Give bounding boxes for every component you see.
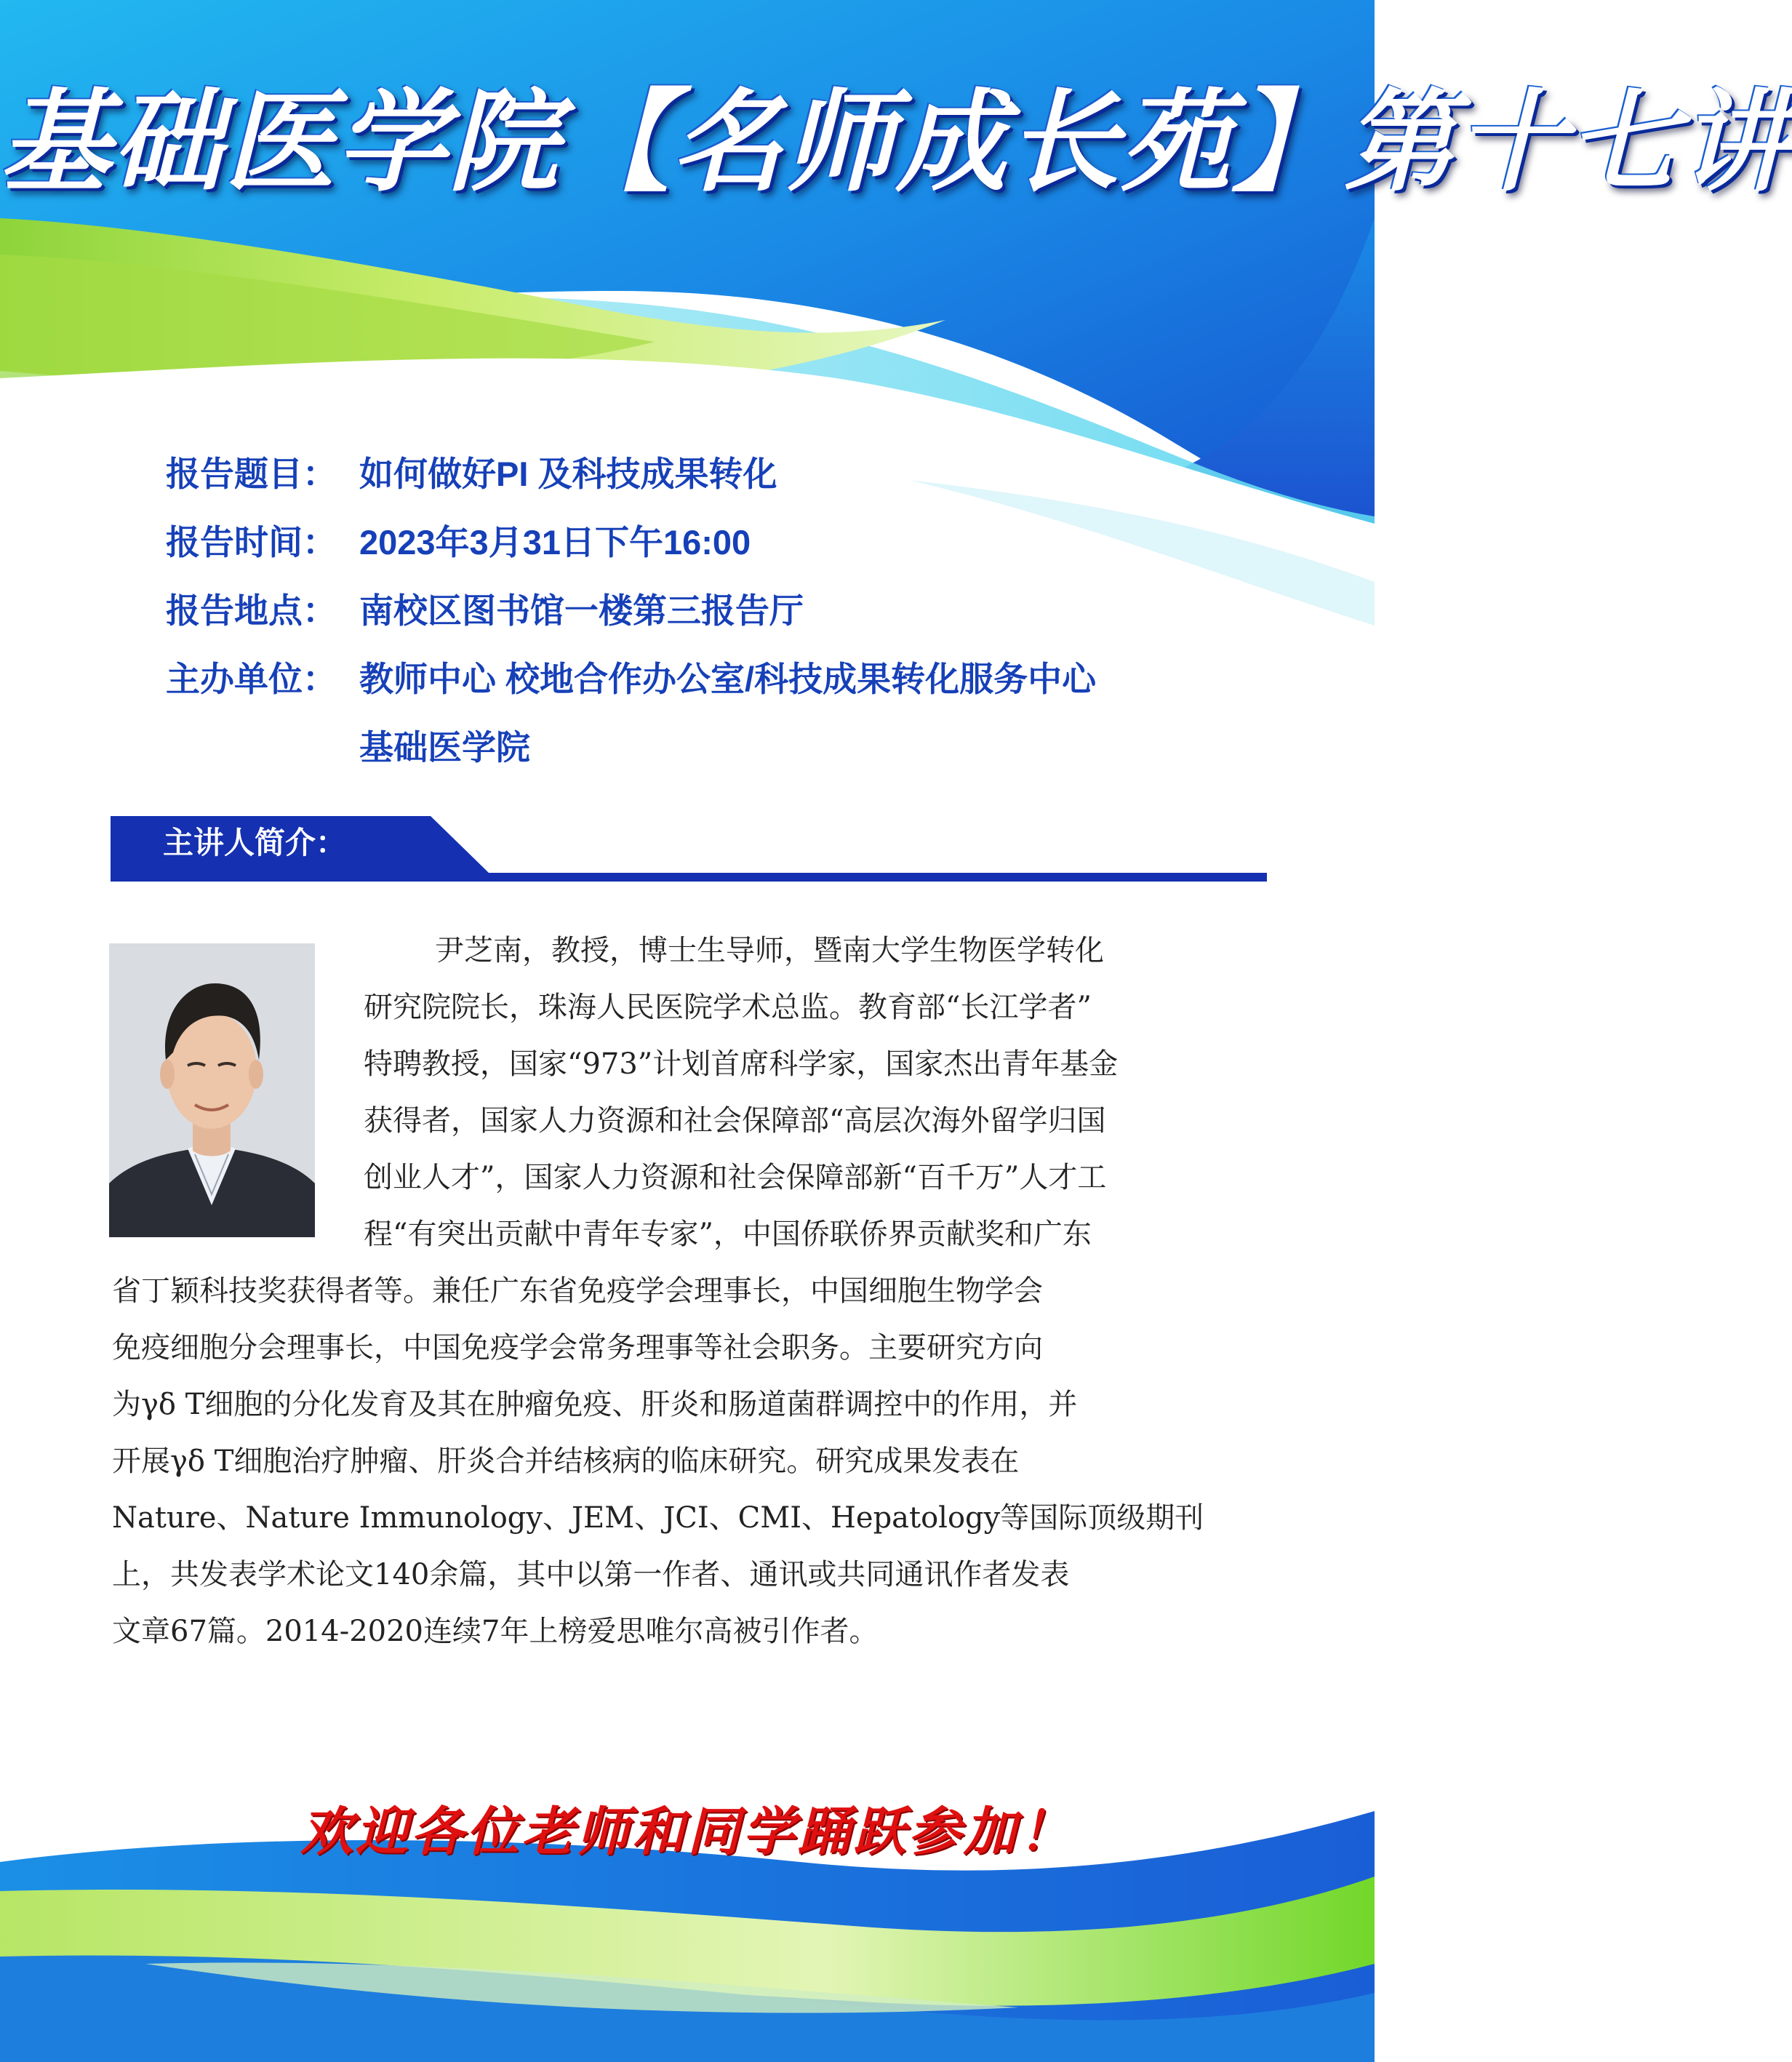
info-value: 教师中心 校地合作办公室/科技成果转化服务中心 — [359, 660, 1097, 698]
info-value: 2023年3月31日下午16:00 — [359, 523, 751, 562]
bio-line: 开展γδ T细胞治疗肿瘤、肝炎合并结核病的临床研究。研究成果发表在 — [112, 1444, 1020, 1478]
bio-line: 省丁颖科技奖获得者等。兼任广东省免疫学会理事长，中国细胞生物学会 — [112, 1274, 1043, 1308]
bio-line: 为γδ T细胞的分化发育及其在肿瘤免疫、肝炎和肠道菌群调控中的作用，并 — [112, 1388, 1078, 1421]
bio-line: 尹芝南，教授，博士生导师，暨南大学生物医学转化 — [435, 934, 1104, 967]
info-value: 南校区图书馆一楼第三报告厅 — [359, 591, 804, 630]
bio-line: 上，共发表学术论文140余篇，其中以第一作者、通讯或共同通讯作者发表 — [112, 1558, 1070, 1591]
bio-line: 创业人才”，国家人力资源和社会保障部新“百千万”人才工 — [364, 1161, 1107, 1194]
bio-line: 免疫细胞分会理事长，中国免疫学会常务理事等社会职务。主要研究方向 — [112, 1331, 1043, 1364]
bio-line: 程“有突出贡献中青年专家”，中国侨联侨界贡献奖和广东 — [364, 1218, 1092, 1251]
info-label: 报告题目： — [166, 455, 337, 493]
page-title: 基础医学院【名师成长苑】第十七讲 — [0, 76, 1792, 207]
info-label: 报告地点： — [166, 591, 337, 630]
info-row-organizer — [166, 652, 1096, 701]
section-title: 主讲人简介： — [163, 826, 347, 860]
info-row-location — [166, 584, 804, 633]
speaker-photo — [109, 943, 315, 1237]
info-row-organizer-2 — [166, 721, 530, 770]
bio-line: 研究院院长，珠海人民医院学术总监。教育部“长江学者” — [364, 991, 1092, 1024]
info-row-time — [166, 516, 751, 564]
info-label: 主办单位： — [166, 660, 337, 698]
info-value: 基础医学院 — [359, 728, 530, 767]
speaker-portrait-icon — [109, 943, 315, 1237]
info-row-topic — [166, 447, 777, 496]
bio-line: 特聘教授，国家“973”计划首席科学家，国家杰出青年基金 — [364, 1047, 1119, 1081]
info-value: 如何做好PI 及科技成果转化 — [359, 455, 777, 493]
bio-line: 文章67篇。2014-2020连续7年上榜爱思唯尔高被引作者。 — [112, 1615, 879, 1648]
bio-line: 获得者，国家人力资源和社会保障部“高层次海外留学归国 — [364, 1104, 1106, 1138]
bio-line: Nature、Nature Immunology、JEM、JCI、CMI、Hepatology等国际顶级期刊 — [112, 1501, 1204, 1535]
info-label: 报告时间： — [166, 523, 337, 562]
welcome-message: 欢迎各位老师和同学踊跃参加！ — [300, 1800, 1074, 1862]
